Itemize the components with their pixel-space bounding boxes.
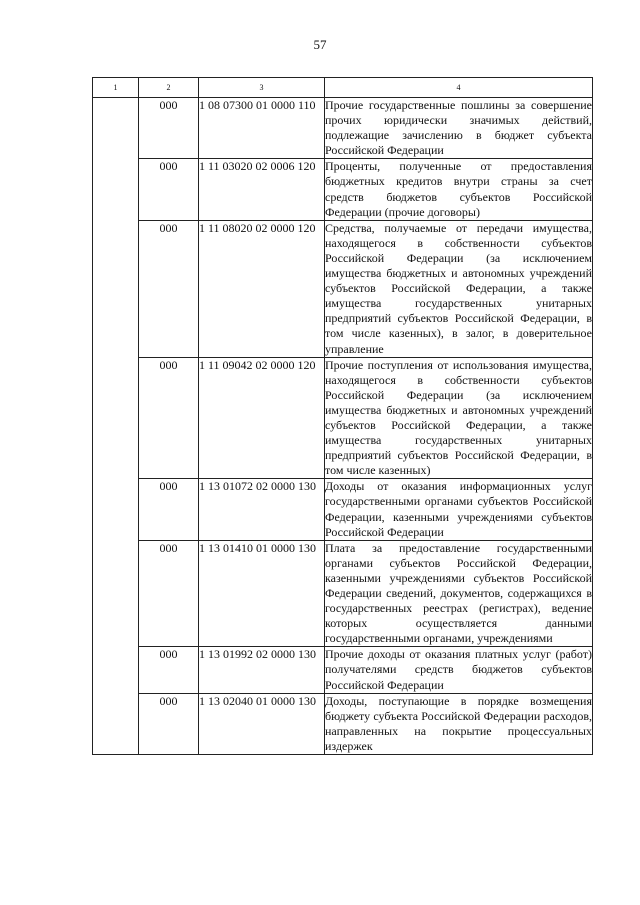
budget-code-cell: 1 11 09042 02 0000 120	[199, 357, 325, 479]
description-cell: Прочие поступления от использования имущества, находящегося в собственности субъектов Российской Федерации (за исключением имущества бюджетных и автономных учреждений субъектов Российской Федерации, а также имущества государственных унитарных предприятий субъектов Российской Федерации, в том числе казенных)	[325, 357, 592, 478]
table-row	[93, 220, 593, 357]
admin-code-cell: 000	[139, 357, 199, 479]
column-header: 1	[93, 78, 139, 98]
admin-code-cell: 000	[139, 220, 199, 357]
column-header: 4	[325, 78, 593, 98]
table-row	[93, 647, 593, 693]
admin-code-cell: 000	[139, 479, 199, 540]
table-row	[93, 693, 593, 754]
budget-code-cell: 1 11 08020 02 0000 120	[199, 220, 325, 357]
admin-code-cell: 000	[139, 647, 199, 693]
description-cell: Прочие государственные пошлины за совершение прочих юридически значимых действий, подлежащие зачислению в бюджет субъекта Российской Федерации	[325, 98, 592, 158]
admin-code-cell: 000	[139, 98, 199, 159]
admin-code-cell: 000	[139, 159, 199, 220]
table-row	[93, 540, 593, 647]
budget-code-cell: 1 13 01410 01 0000 130	[199, 540, 325, 647]
budget-code-cell: 1 13 02040 01 0000 130	[199, 693, 325, 754]
description-cell: Доходы, поступающие в порядке возмещения бюджету субъекта Российской Федерации расходов, направленных на покрытие процессуальных издержек	[325, 693, 592, 753]
table-row	[93, 357, 593, 479]
budget-codes-table	[92, 77, 593, 755]
table-row	[93, 159, 593, 220]
table-row	[93, 98, 593, 159]
column-header: 3	[199, 78, 325, 98]
admin-code-cell: 000	[139, 693, 199, 754]
description-cell: Прочие доходы от оказания платных услуг (работ) получателями средств бюджетов субъектов Российской Федерации	[325, 647, 592, 692]
budget-code-cell: 1 13 01072 02 0000 130	[199, 479, 325, 540]
description-cell: Средства, получаемые от передачи имущества, находящегося в собственности субъектов Российской Федерации (за исключением имущества бюджетных и автономных учреждений субъектов Российской Федерации, а также имущества государственных унитарных предприятий субъектов Российской Федерации, в том числе казенных), в залог, в доверительное управление	[325, 220, 592, 356]
column-header: 2	[139, 78, 199, 98]
column-1-merged-cell	[93, 98, 139, 755]
table-header-row	[93, 78, 593, 98]
budget-code-cell: 1 11 03020 02 0006 120	[199, 159, 325, 220]
admin-code-cell: 000	[139, 540, 199, 647]
description-cell: Плата за предоставление государственными органами субъектов Российской Федерации, казенными учреждениями субъектов Российской Федерации сведений, документов, содержащихся в государственных реестрах (регистрах), ведение которых осуществляется данными государственными органами, учреждениями	[325, 540, 592, 646]
budget-code-cell: 1 13 01992 02 0000 130	[199, 647, 325, 693]
description-cell: Проценты, полученные от предоставления бюджетных кредитов внутри страны за счет средств бюджетов субъектов Российской Федерации (прочие договоры)	[325, 159, 592, 219]
table-row	[93, 479, 593, 540]
description-cell: Доходы от оказания информационных услуг государственными органами субъектов Российской Федерации, казенными учреждениями субъектов Российской Федерации	[325, 479, 592, 539]
page-number: 57	[313, 37, 327, 52]
budget-code-cell: 1 08 07300 01 0000 110	[199, 98, 325, 159]
